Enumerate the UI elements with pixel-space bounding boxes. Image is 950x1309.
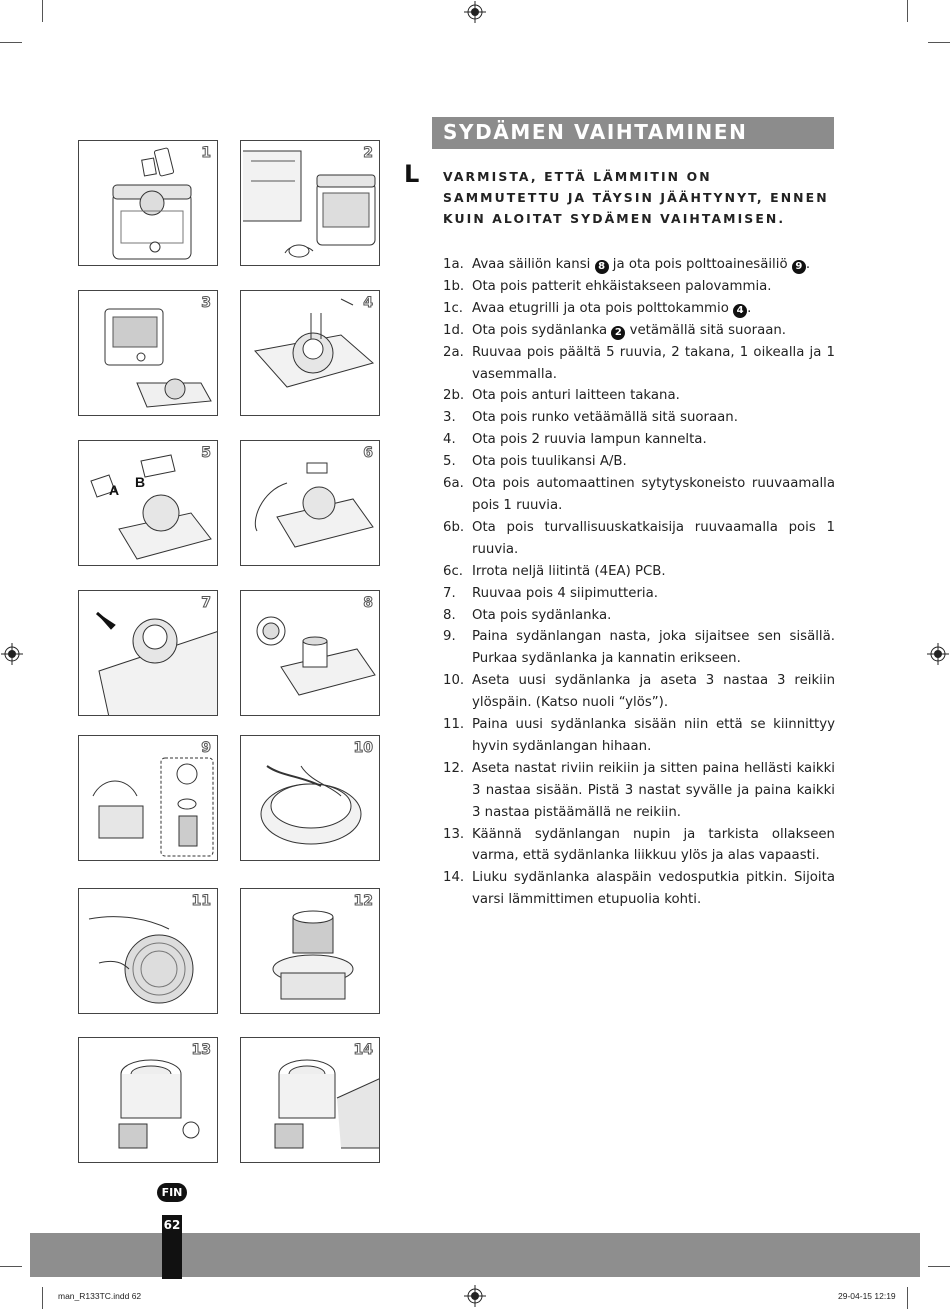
heater-illustration [241, 291, 380, 416]
figure-4 [240, 290, 380, 416]
step-number: 12. [443, 760, 465, 776]
step-number: 4. [443, 432, 456, 448]
figure-number: 1 [201, 145, 211, 161]
registration-mark-icon [464, 1285, 486, 1307]
figure-8 [240, 590, 380, 716]
callout-number-icon: 2 [611, 326, 625, 340]
step-text: Irrota neljä liitintä (4EA) PCB. [472, 563, 666, 579]
crop-mark [928, 1266, 950, 1267]
step-number: 2b. [443, 388, 465, 404]
wick-handling-illustration [79, 889, 218, 1014]
crop-mark [907, 1287, 908, 1309]
list-item [443, 824, 835, 868]
step-text: . [747, 300, 752, 316]
step-text: Avaa säiliön kansi [472, 257, 595, 272]
figure-number: 13 [191, 1042, 211, 1058]
step-number: 1c. [443, 300, 463, 316]
figure-14 [240, 1037, 380, 1163]
figure-2 [240, 140, 380, 266]
figure-13 [78, 1037, 218, 1163]
list-item [443, 758, 835, 824]
list-item [443, 867, 835, 911]
step-text: vetämällä sitä suoraan. [625, 322, 787, 338]
figure-number: 7 [201, 595, 211, 611]
callout-number-icon: 8 [595, 260, 609, 274]
step-number: 9. [443, 629, 456, 645]
list-item [443, 583, 835, 605]
crop-mark [42, 1287, 43, 1309]
figure-number: 5 [201, 445, 211, 461]
crop-mark [0, 42, 22, 43]
figure-number: 12 [353, 893, 373, 909]
figure-number: 3 [201, 295, 211, 311]
figure-number: 14 [353, 1042, 373, 1058]
step-text: Ota pois turvallisuuskatkaisija ruuvaamalla pois 1 ruuvia. [472, 519, 835, 557]
list-item [443, 473, 835, 517]
page-number-tab [162, 1215, 182, 1279]
step-text: Käännä sydänlangan nupin ja tarkista ollakseen varma, että sydänlanka liikkuu ylös ja alas vapaasti. [472, 826, 835, 864]
wick-adjustment-illustration [79, 1038, 218, 1163]
instruction-list [443, 254, 835, 911]
heater-illustration [241, 591, 380, 716]
list-item [443, 298, 835, 320]
figure-number: 2 [363, 145, 373, 161]
step-number: 5. [443, 454, 456, 470]
heater-illustration [79, 441, 218, 566]
list-item [443, 429, 835, 451]
heater-illustration [79, 291, 218, 416]
section-letter: L [404, 160, 420, 188]
callout-number-icon: 9 [792, 260, 806, 274]
list-item [443, 320, 835, 342]
label-a: A [109, 482, 120, 498]
figure-number: 11 [191, 893, 211, 909]
step-number: 1a. [443, 257, 464, 272]
slug-timestamp: 29-04-15 12:19 [838, 1291, 896, 1301]
list-item [443, 407, 835, 429]
figure-11 [78, 888, 218, 1014]
figure-number: 9 [201, 740, 211, 756]
page-number: 62 [163, 1218, 181, 1232]
figure-9 [78, 735, 218, 861]
step-text: Ota pois 2 ruuvia lampun kannelta. [472, 432, 707, 448]
figure-1 [78, 140, 218, 266]
step-number: 6b. [443, 519, 465, 535]
label-b: B [135, 474, 146, 490]
list-item [443, 385, 835, 407]
step-text: Ruuvaa pois 4 siipimutteria. [472, 585, 658, 601]
figure-12 [240, 888, 380, 1014]
step-number: 8. [443, 607, 456, 623]
language-badge: FIN [157, 1183, 187, 1202]
section-title-bar [432, 117, 834, 149]
step-text: Avaa etugrilli ja ota pois polttokammio [472, 300, 734, 316]
step-text: Ruuvaa pois päältä 5 ruuvia, 2 takana, 1 oikealla ja 1 vasemmalla. [472, 344, 835, 382]
step-number: 1b. [443, 278, 465, 294]
page-title: SYDÄMEN VAIHTAMINEN [443, 120, 748, 144]
list-item [443, 626, 835, 670]
step-text: Paina uusi sydänlanka sisään niin että se kiinnittyy hyvin sydänlangan hihaan. [472, 717, 835, 754]
list-item [443, 254, 835, 276]
heater-illustration [241, 441, 380, 566]
step-text: Aseta uusi sydänlanka ja aseta 3 nastaa 3 reikiin ylöspäin. (Katso nuoli “ylös”). [472, 673, 835, 711]
step-text: Ota pois sydänlanka. [472, 607, 612, 623]
step-text: Ota pois automaattinen sytytyskoneisto ruuvaamalla pois 1 ruuvia. [472, 476, 835, 513]
callout-number-icon: 4 [733, 304, 747, 318]
figure-10 [240, 735, 380, 861]
step-number: 13. [443, 826, 465, 842]
step-number: 10. [443, 673, 465, 689]
list-item [443, 517, 835, 561]
figure-7 [78, 590, 218, 716]
crop-mark [0, 1266, 22, 1267]
figure-6 [240, 440, 380, 566]
figure-number: 8 [363, 595, 373, 611]
step-text: Paina sydänlangan nasta, joka sijaitsee sen sisällä. Purkaa sydänlanka ja kannatin erikseen. [472, 629, 835, 667]
list-item [443, 605, 835, 627]
step-text: . [805, 257, 811, 272]
wick-assembly-illustration [241, 1038, 380, 1163]
slug-filename: man_R133TC.indd 62 [58, 1291, 142, 1301]
figure-number: 10 [353, 740, 373, 756]
list-item [443, 276, 835, 298]
crop-mark [928, 42, 950, 43]
step-text: Ota pois tuulikansi A/B. [472, 454, 627, 470]
wick-disassembly-illustration [79, 736, 218, 861]
step-text: Ota pois runko vetäämällä sitä suoraan. [472, 410, 738, 426]
figure-5 [78, 440, 218, 566]
wick-insertion-illustration [241, 736, 380, 861]
step-number: 2a. [443, 344, 464, 360]
step-number: 14. [443, 870, 465, 886]
list-item [443, 342, 835, 386]
step-text: Aseta nastat riviin reikiin ja sitten paina hellästi kaikki 3 nastaa sisään. Pistä 3 nastat syvälle ja paina kaikki 3 nastaa pistäämällä ne reikiin. [472, 760, 835, 820]
step-number: 7. [443, 585, 456, 601]
crop-mark [907, 0, 908, 22]
heater-illustration [79, 141, 218, 266]
list-item [443, 670, 835, 714]
step-text: Ota pois patterit ehkäistakseen palovammia. [472, 278, 772, 294]
heater-illustration [79, 591, 218, 716]
list-item [443, 561, 835, 583]
list-item [443, 714, 835, 758]
step-text: Liuku sydänlanka alaspäin vedosputkia pitkin. Sijoita varsi lämmittimen etupuolia kohti. [472, 870, 835, 908]
step-text: Ota pois anturi laitteen takana. [472, 388, 680, 404]
step-text: ja ota pois polttoainesäiliö [608, 257, 792, 272]
step-number: 6a. [443, 476, 464, 492]
heater-illustration [241, 141, 380, 266]
wick-installation-illustration [241, 889, 380, 1014]
step-number: 3. [443, 410, 456, 426]
registration-mark-icon [1, 643, 23, 665]
step-number: 11. [443, 717, 465, 733]
step-text: Ota pois sydänlanka [472, 322, 612, 338]
list-item [443, 451, 835, 473]
warning-text: VARMISTA, ETTÄ LÄMMITIN ON SAMMUTETTU JA TÄYSIN JÄÄHTYNYT, ENNEN KUIN ALOITAT SYDÄMEN VAIHTAMISEN. [443, 169, 829, 226]
figure-number: 6 [363, 445, 373, 461]
figure-3 [78, 290, 218, 416]
step-number: 6c. [443, 563, 463, 579]
registration-mark-icon [464, 1, 486, 23]
crop-mark [42, 0, 43, 22]
registration-mark-icon [927, 643, 949, 665]
figure-number: 4 [363, 295, 373, 311]
step-number: 1d. [443, 322, 465, 338]
